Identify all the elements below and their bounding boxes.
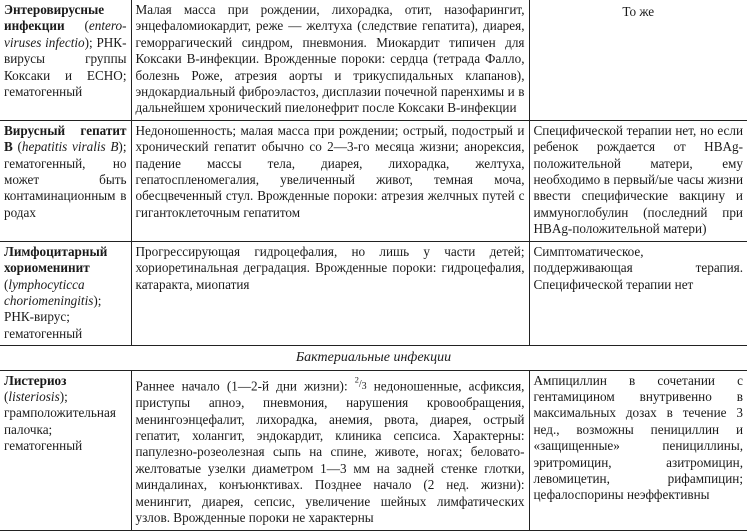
clinical-picture-cell: Недоношенность; малая масса при рождении; острый, подострый и хронический гепатит обычно со 2—3-го месяца жизни; анорексия, падение массы тела, диарея, лихорадка, желтуха, гепатоспленомегалия, увеличенный живот, темная моча, обесцвеченный стул. Врожденные пороки: атрезия желчных путей с гигантоклеточным гепатитом (131, 120, 529, 241)
clinic-details: недоношенные, асфиксия, приступы апноэ, пневмония, нарушения кровообращения, менингоэнцефалит, лихорадка, анемия, рвота, диарея, острый гепатит, холангит, эндокардит, клиника сепсиса. Характерны: папулезно-розеолезная сыпь на спине, животе, ногах; беловато-желтоватые узелки диаметром 1—3 мм на задней стенке глотки, миндалинах, конъюнктивах. Позднее начало (2 нед. жизни): менингит, диарея, сепсис, увеличение шейных лимфатических узлов. Врожденные пороки не характерны (135, 377, 525, 526)
table-row (0, 370, 747, 530)
infection-name-cell (0, 241, 131, 345)
infection-name: Вирусный гепатит В (4, 122, 127, 155)
section-title: Бактериальные инфекции (0, 346, 747, 370)
treatment-cell: Ампициллин в сочетании с гентамицином внутривенно в максимальных дозах в течение 3 нед., возможны пенициллин и «защищенные» пенициллины, эритромицин, азитромицин, левомицетин, рифампицин; цефалоспорины неэффективны (529, 370, 747, 530)
infection-name-cell (0, 370, 131, 530)
clinical-picture-cell: Прогрессирующая гидроцефалия, но лишь у части детей; хориоретинальная деградация. Врожденные пороки: гидроцефалия, катаракта, миопатия (131, 241, 529, 345)
infection-paren: ( (64, 18, 89, 34)
treatment-cell: Симптоматическое, поддерживающая терапия. Специфической терапии нет (529, 241, 747, 345)
infection-name-cell (0, 120, 131, 241)
infection-latin-name: lymphocyticca choriomeningitis (4, 276, 94, 308)
infection-latin-name: listeriosis (8, 388, 60, 404)
infection-pathogen: ); РНК-вирусы группы Коксаки и ЕСНО; гематогенный (4, 34, 127, 100)
section-row (0, 346, 747, 370)
infection-paren: ( (4, 276, 9, 292)
fraction-denominator: 3 (361, 380, 367, 392)
treatment-cell: Специфической терапии нет, но если ребенок рождается от HBAg-положительной матери, ему необходимо в первый/ые часы жизни ввести специфические вакцину и иммуноглобулин (последний при HBAg-положительной матери) (529, 120, 747, 241)
clinical-picture-cell: Малая масса при рождении, лихорадка, отит, назофарингит, энцефаломиокардит, реже — желтуха (следствие гепатита), диарея, геморрагический синдром, пневмония. Миокардит типичен для Коксаки В-инфекции. Врожденные пороки: сердца (тетрада Фалло, болезнь Роже, атрезия аорты и трикуспидальных клапанов), эндокардиальный фиброэластоз, дисплазии почечной паренхимы и в дальнейшем хронический пиелонефрит после Коксаки В-инфекции (131, 0, 529, 120)
infection-name: Лимфоцитарный хориоменинит (4, 243, 108, 276)
fraction-numerator: 2 (354, 375, 359, 385)
infection-paren: ( (4, 388, 9, 404)
clinic-early-onset: Раннее начало (1—2-й дни жизни): (135, 377, 355, 393)
infection-latin-name: enteroviruses infectio (4, 18, 127, 50)
fraction: 2/3 (354, 375, 367, 392)
infection-name-cell (0, 0, 131, 120)
infection-name: Листериоз (4, 372, 67, 388)
infection-paren: ( (12, 139, 22, 155)
infection-name: Энтеровирусные инфекции (4, 2, 105, 34)
table-row (0, 241, 747, 345)
table-row (0, 120, 747, 241)
clinical-picture-cell (131, 370, 529, 530)
infection-latin-name: hepatitis viralis B (21, 139, 119, 155)
infection-pathogen: ); РНК-вирус; гематогенный (4, 292, 102, 341)
infection-pathogen: ); гематогенный, но может быть контаминационным в родах (4, 139, 127, 220)
table-row (0, 0, 747, 120)
treatment-cell: То же (529, 0, 747, 120)
infection-pathogen: ); грамположительная палочка; гематогенный (4, 388, 116, 454)
